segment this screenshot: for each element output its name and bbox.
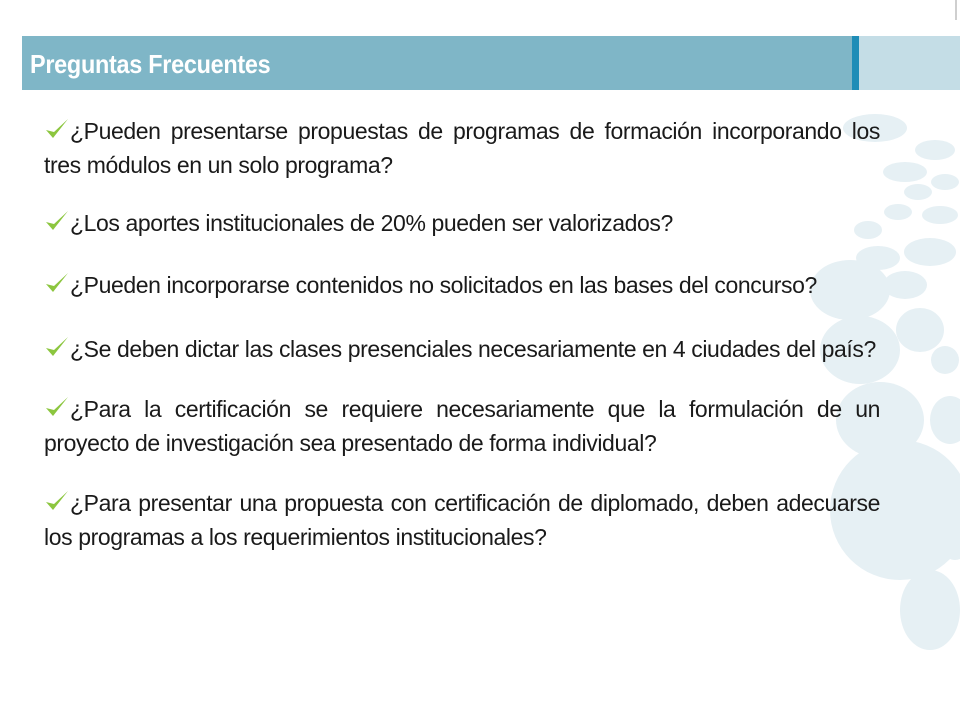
faq-item bbox=[44, 114, 880, 182]
faq-question: ¿Se deben dictar las clases presenciales necesariamente en 4 ciudades del país? bbox=[70, 336, 876, 362]
checkmark-icon bbox=[44, 117, 70, 141]
faq-item bbox=[44, 268, 880, 302]
faq-question: ¿Pueden incorporarse contenidos no solicitados en las bases del concurso? bbox=[70, 272, 817, 298]
checkmark-icon bbox=[44, 209, 70, 233]
title-tail-band bbox=[859, 36, 960, 90]
faq-list bbox=[44, 114, 880, 554]
title-bar bbox=[22, 36, 852, 90]
checkmark-icon bbox=[44, 271, 70, 295]
faq-question: ¿Pueden presentarse propuestas de programas de formación incorporando los tres módulos en un solo programa? bbox=[44, 118, 880, 178]
faq-item bbox=[44, 332, 880, 366]
faq-item bbox=[44, 392, 880, 460]
checkmark-icon bbox=[44, 335, 70, 359]
checkmark-icon bbox=[44, 395, 70, 419]
faq-question: ¿Los aportes institucionales de 20% pueden ser valorizados? bbox=[70, 210, 673, 236]
page-title: Preguntas Frecuentes bbox=[30, 49, 271, 79]
checkmark-icon bbox=[44, 489, 70, 513]
faq-question: ¿Para presentar una propuesta con certificación de diplomado, deben adecuarse los programas a los requerimientos institucionales? bbox=[44, 490, 880, 550]
faq-question: ¿Para la certificación se requiere necesariamente que la formulación de un proyecto de investigación sea presentado de forma individual? bbox=[44, 396, 880, 456]
title-accent-stripe bbox=[852, 36, 859, 90]
faq-item bbox=[44, 486, 880, 554]
faq-item bbox=[44, 206, 880, 240]
